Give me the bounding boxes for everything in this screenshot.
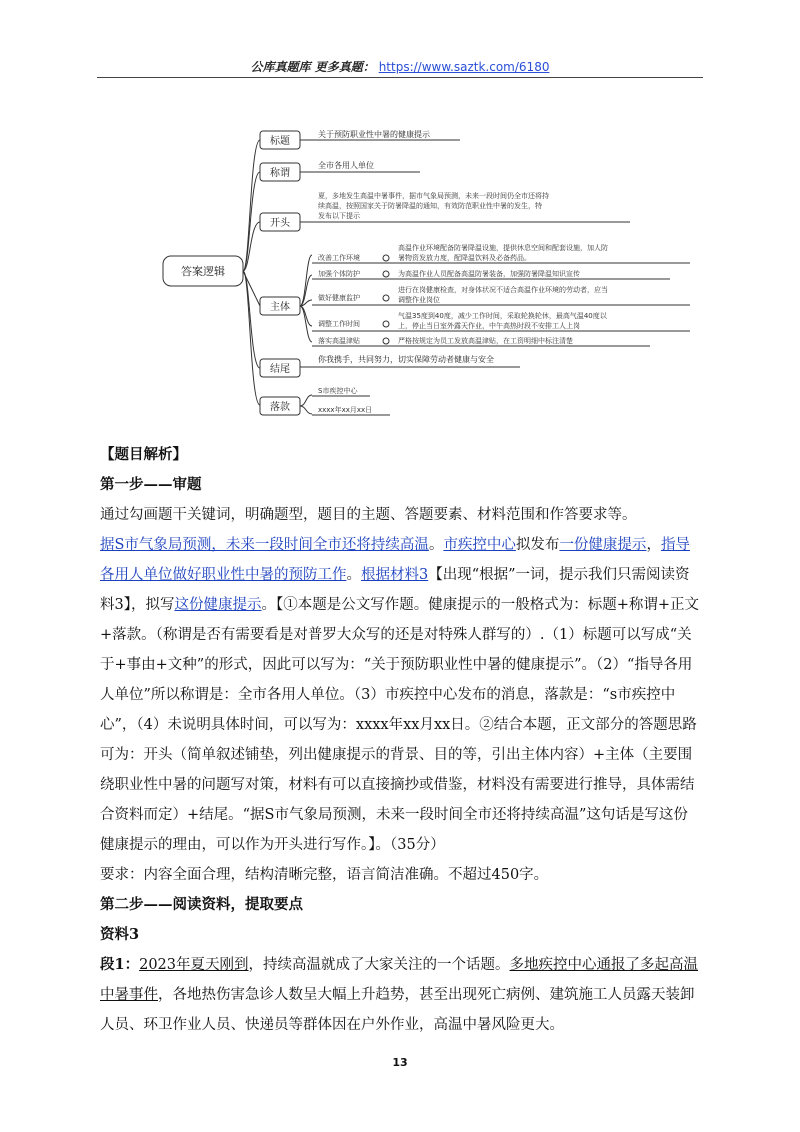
text-run: ，各地热伤害急诊人数呈大幅上升趋势，甚至出现死亡病例、建筑施工人员露天装卸人员、环卫作业人员、快递员等群体因在户外作业，高温中暑风险更大。 (100, 987, 695, 1033)
step1-heading: 第一步——审题 (100, 476, 202, 493)
text-run: 。【①本题是公文写作题。健康提示的一般格式为：标题+称谓+正文+落款。（称谓是否有需要看是对普罗大众写的还是对特殊人群写的）.（1）标题可以写成“关于+事由+文种”的形式，因此可以写为：“关于预防职业性中暑的健康提示”。（2）“指导各用人单位”所以称谓是：全市各用人单位。（3）市疾控中心发布的消息，落款是：“s市疾控中心”，（4）未说明具体时间，可以写为：xxxx年xx月xx日。②结合本题，正文部分的答题思路可为：开头（简单叙述铺垫，列出健康提示的背景、目的等，引出主体内容）+主体（主要围绕职业性中暑的问题写对策，材料有可以直接摘抄或借鉴，材料没有需要进行推导，具体需结合资料而定）+结尾。“据S市气象局预测，未来一段时间全市还将持续高温”这句话是写这份健康提示的理由，可以作为开头进行写作。】。（35分） (100, 597, 700, 853)
svg-text:调整作业岗位: 调整作业岗位 (398, 296, 440, 304)
mindmap-node-title: 标题 (270, 136, 290, 147)
mindmap-node-opening: 开头 (270, 218, 290, 229)
requirement-paragraph: 要求：内容全面合理，结构清晰完整，语言简洁准确。不超过450字。 (100, 867, 549, 883)
svg-text:你我携手，共同努力，切实保障劳动者健康与安全: 你我携手，共同努力，切实保障劳动者健康与安全 (318, 355, 494, 364)
text-run: 根据材料3 (361, 567, 429, 583)
svg-text:高温作业环境配备防暑降温设施，提供休息空间和配套设施，加人防: 高温作业环境配备防暑降温设施，提供休息空间和配套设施，加人防 (398, 244, 608, 252)
text-run: 拟发布 (515, 537, 560, 553)
svg-text:加强个体防护: 加强个体防护 (318, 270, 360, 278)
text-run: 【出现“根据”一词，提示我们只需阅读资料3】，拟写 (100, 567, 690, 613)
svg-text:关于预防职业性中暑的健康提示: 关于预防职业性中暑的健康提示 (318, 130, 430, 139)
text-run: 据S市气象局预测，未来一段时间全市还将持续高温 (100, 537, 429, 553)
text-run: 段1： (100, 956, 140, 973)
text-run: 2023年夏天刚到 (139, 957, 249, 973)
text-run: ， (646, 537, 661, 553)
svg-text:调整工作时间: 调整工作时间 (318, 320, 360, 328)
svg-text:全市各用人单位: 全市各用人单位 (318, 161, 374, 170)
svg-text:续高温，按照国家关于防暑降温的通知，有效防范职业性中暑的发生: 续高温，按照国家关于防暑降温的通知，有效防范职业性中暑的发生，特 (318, 202, 542, 210)
text-run: 一份健康提示 (559, 537, 647, 553)
analysis-heading: 【题目解析】 (100, 446, 187, 463)
step2-heading: 第二步——阅读资料，提取要点 (100, 896, 303, 913)
svg-text:夏，多地发生高温中暑事件，据市气象局预测，未来一段时间仍全市: 夏，多地发生高温中暑事件，据市气象局预测，未来一段时间仍全市还将持 (318, 192, 549, 200)
header-site-name: 公库真题库 更多真题： (250, 60, 375, 74)
svg-text:气温35度到40度，减少工作时间，采取轮换轮休，最高气温40: 气温35度到40度，减少工作时间，采取轮换轮休，最高气温40度以 (398, 312, 607, 320)
text-run: 这份健康提示 (174, 597, 262, 613)
mindmap-node-body: 主体 (270, 302, 290, 313)
text-run: 市疾控中心 (443, 537, 516, 553)
mindmap-root: 答案逻辑 (181, 265, 225, 278)
analysis-main-paragraph (100, 530, 700, 860)
mindmap-node-ending: 结尾 (270, 364, 290, 375)
svg-text:改善工作环境: 改善工作环境 (318, 254, 360, 262)
step1-paragraph: 通过勾画题干关键词，明确题型，题目的主题、答题要素、材料范围和作答要求等。 (100, 507, 637, 523)
page-number: 13 (392, 1056, 408, 1069)
text-run: 。 (428, 537, 444, 553)
svg-text:暑物资发放力度，配降温饮料及必备药品。: 暑物资发放力度，配降温饮料及必备药品。 (398, 254, 531, 262)
svg-text:S市疾控中心: S市疾控中心 (318, 387, 358, 395)
svg-text:上，停止当日室外露天作业，中午高热时段不安排工人上岗: 上，停止当日室外露天作业，中午高热时段不安排工人上岗 (398, 322, 580, 330)
svg-text:落实高温津贴: 落实高温津贴 (318, 337, 360, 345)
svg-text:发布以下提示: 发布以下提示 (318, 212, 360, 220)
analysis-section (100, 440, 700, 1040)
svg-text:做好健康监护: 做好健康监护 (318, 294, 360, 302)
header-url-link[interactable]: https://www.saztk.com/6180 (378, 60, 550, 74)
mindmap-node-salutation: 称谓 (270, 168, 290, 179)
mindmap (0, 0, 800, 440)
svg-text:严格按规定为员工发放高温津贴，在工资明细中标注清楚: 严格按规定为员工发放高温津贴，在工资明细中标注清楚 (398, 337, 573, 345)
svg-text:进行在岗健康检查，对身体状况不适合高温作业环境的劳动者，应当: 进行在岗健康检查，对身体状况不适合高温作业环境的劳动者，应当 (398, 286, 608, 294)
text-run: ，持续高温就成了大家关注的一个话题。 (248, 957, 510, 973)
text-run: 指导各用人单位做好职业性中暑的预防工作 (100, 537, 690, 583)
text-run: 。 (346, 567, 361, 583)
svg-text:xxxx年xx月xx日: xxxx年xx月xx日 (318, 406, 373, 414)
material-paragraph (100, 950, 700, 1040)
text-run: 多地疾控中心通报了多起高温中暑事件 (100, 957, 698, 1003)
material-label: 资料3 (100, 926, 140, 943)
svg-text:为高温作业人员配备高温防暑装备，加强防暑降温知识宣传: 为高温作业人员配备高温防暑装备，加强防暑降温知识宣传 (398, 270, 580, 278)
mindmap-node-signature: 落款 (270, 402, 290, 413)
